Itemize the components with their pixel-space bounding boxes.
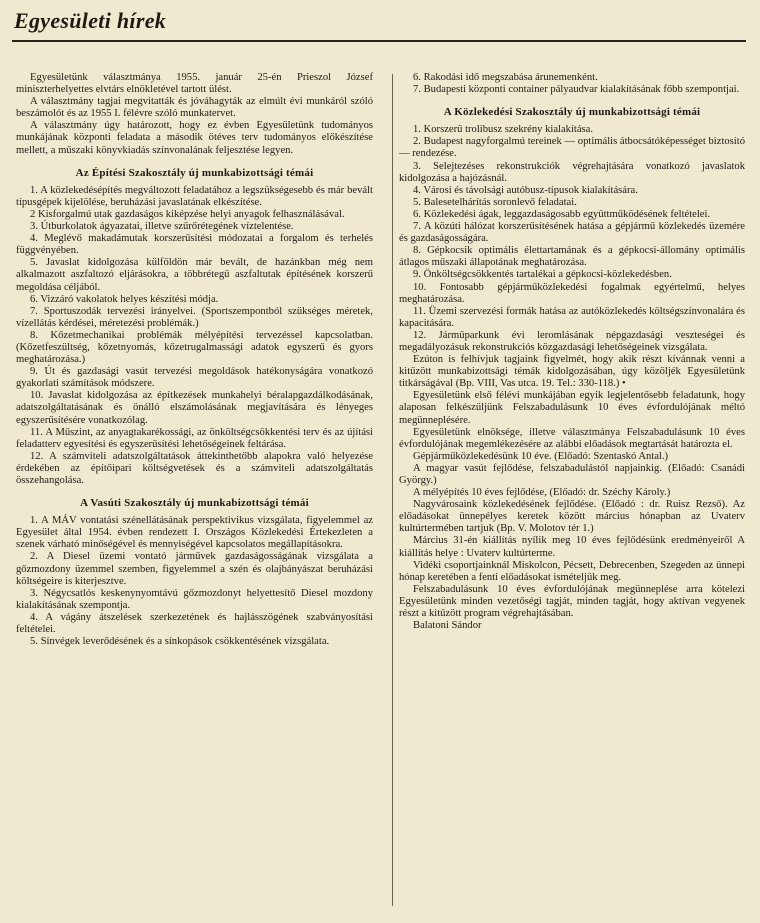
list-item: 10. Fontosabb gépjárműközlekedési fogalmak egyértelmű, helyes meghatározása. xyxy=(399,281,745,305)
author-signature: Balatoni Sándor xyxy=(413,620,482,632)
left-column xyxy=(16,72,373,648)
right-column xyxy=(399,72,745,632)
list-item: 9. Önköltségcsökkentés tartalékai a gépkocsi-közlekedésben. xyxy=(413,269,672,281)
closing-paragraph: Egyesületünk elnöksége, illetve választmánya Felszabadulásunk 10 éves évfordulójának megemlékezésére az alábbi előadások megtartását határozta el. xyxy=(399,426,745,450)
list-item: 2. Budapest nagyforgalmú tereinek — optimális átbocsátóképességet biztosító — rendezése. xyxy=(399,136,745,160)
lecture-item: Nagyvárosaink közlekedésének fejlődése. (Előadó : dr. Ruisz Rezső). Az előadásokat ünnepélyes keretek között március hónapban az Uvaterv kultúrtermében tartjuk (Bp. V. Molotov tér 1.) xyxy=(399,499,745,535)
list-item: 7. A közúti hálózat korszerűsítésének hatása a gépjármű közlekedés üzemére és gazdaságosságára. xyxy=(399,221,745,245)
closing-paragraph: Felszabadulásunk 10 éves évfordulójának megünneplése arra kötelezi Egyesületünk minden vezetőségi tagját, minden tagját, hogy aktívan vegyenek részt a kitűzött program végrehajtásában. xyxy=(399,583,745,620)
closing-paragraph: Ezúton is felhívjuk tagjaink figyelmét, hogy akik részt kívánnak venni a kitűzött munkabizottsági témák kidolgozásában, úgy közöljék Egyesületünk titkárságával (Bp. VIII, Vas utca. 19. Tel.: 330-118.) • xyxy=(399,354,745,390)
list-item: 12. Járműparkunk évi leromlásának népgazdasági veszteségei és megadályozásuk rekonstrukciós közgazdasági lehetőségeinek vizsgálata. xyxy=(399,329,745,353)
intro-paragraph: Egyesületünk választmánya 1955. január 25-én Prieszol József miniszterhelyettes elvtárs elnökletével tartott ülést. xyxy=(16,72,373,96)
list-item: 2. A Diesel üzemi vontató járművek gazdaságosságának vizsgálata a gőzmozdony üzemmel szemben, figyelemmel a szén és olajbányászat beruházási költségeire is kiterjesztve. xyxy=(16,551,373,587)
lecture-item: A mélyépítés 10 éves fejlődése, (Előadó: dr. Széchy Károly.) xyxy=(413,487,671,499)
list-item: 5. Javaslat kidolgozása külföldön már bevált, de hazánkban még nem alkalmazott aszfaltozó eljárásokra, a többrétegű aszfaltutak építésének korszerű megoldása céljából. xyxy=(16,257,373,293)
list-item: 3. Négycsatlós keskenynyomtávú gőzmozdonyt helyettesítő Diesel mozdony kialakításának szempontja. xyxy=(16,587,373,611)
list-item: 11. A Műszint, az anyagtakarékossági, az önköltségcsökkentési terv és az újítási feladatterv egyesítési és egyszerűsítési lehetőségeinek feltárása. xyxy=(16,426,373,450)
list-item: 3. Selejtezéses rekonstrukciók végrehajtására vonatkozó javaslatok kidolgozása a hajózásnál. xyxy=(399,160,745,184)
section-heading-vasuti: A Vasúti Szakosztály új munkabizottsági témái xyxy=(80,497,309,510)
list-item: 4. Városi és távolsági autóbusz-típusok kialakítására. xyxy=(413,184,638,196)
column-divider xyxy=(392,74,393,906)
list-item: 7. Sportuszodák tervezési irányelvei. (Sportszempontból szükséges méretek, vízellátás kérdései, méretezési problémák.) xyxy=(16,305,373,329)
title-rule xyxy=(12,40,746,42)
list-item: 11. Üzemi szervezési formák hatása az autóközlekedés költségszínvonalára és kapacitására. xyxy=(399,305,745,329)
list-item: 8. Kőzetmechanikai problémák mélyépítési tervezéssel kapcsolatban. (Kőzetfeszültség, kőzetnyomás, kőzetrugalmassági adatok egyszerű és gyors meghatározása.) xyxy=(16,329,373,366)
list-item: 6. Közlekedési ágak, leggazdaságosabb együttműködésének feltételei. xyxy=(413,208,711,220)
closing-paragraph: Vidéki csoportjainknál Miskolcon, Pécsett, Debrecenben, Szegeden az ünnepi hónap keretében a fenti előadásokat ismételjük meg. xyxy=(399,559,745,583)
list-item: 3. Útburkolatok ágyazatai, illetve szűrőrétegének víztelentése. xyxy=(30,221,294,233)
list-item: 1. Korszerű trolibusz szekrény kialakítása. xyxy=(413,124,594,136)
list-item: 4. Meglévő makadámutak korszerűsítési módozatai a forgalom és terhelés függvényében. xyxy=(16,233,373,257)
list-item: 2 Kisforgalmú utak gazdaságos kiképzése helyi anyagok felhasználásával. xyxy=(30,208,345,220)
list-item: 8. Gépkocsik optimális élettartamának és a gépkocsi-állomány optimális átlagos műszaki állapotának meghatározása. xyxy=(399,245,745,269)
lecture-item: Gépjárműközlekedésünk 10 éve. (Előadó: Szentaskó Antal.) xyxy=(413,450,669,462)
closing-paragraph: Március 31-én kiállítás nyílik meg 10 éves fejlődésünk eredményeiről A kiállítás helye : Uvaterv kultúrterme. xyxy=(399,535,745,559)
list-item: 7. Budapesti központi container pályaudvar kialakításának főbb szempontjai. xyxy=(413,84,740,96)
list-item: 12. A számviteli adatszolgáltatások áttekinthetőbb alapokra való helyezése érdekében az építőipari költségvetések és a számviteli adatszolgáltatás összehangolása. xyxy=(16,450,373,486)
list-item: 9. Út és gazdasági vasút tervezési megoldások hatékonyságára vonatkozó gyakorlati számítások módszere. xyxy=(16,366,373,390)
list-item: 5. Sínvégek leverődésének és a sínkopások csökkentésének vizsgálata. xyxy=(30,636,330,648)
lecture-item: A magyar vasút fejlődése, felszabadulástól napjainkig. (Előadó: Csanádi György.) xyxy=(399,462,745,486)
closing-paragraph: Egyesületünk első félévi munkájában egyik legjelentősebb feladatunk, hogy alaposan felkészüljünk Felszabadulásunk 10 éves évfordulójának méltó megünneplésére. xyxy=(399,390,745,426)
list-item: 6. Vizzáró vakolatok helyes készítési módja. xyxy=(30,293,219,305)
section-heading-kozlekedesi: A Közlekedési Szakosztály új munkabizottsági témái xyxy=(443,106,701,119)
list-item: 1. A MÁV vontatási szénellátásának perspektivikus vizsgálata, figyelemmel az Egyesület által 1954. évben rendezett I. Országos Közlekedési Értekezleten a szenek várható minőségével és mennyiségével kapcsolatos megállapításokra. xyxy=(16,515,373,551)
list-item: 4. A vágány átszelések szerkezetének és hajlásszögének szabványosítási feltételei. xyxy=(16,611,373,636)
list-item: 1. A közlekedésépítés megváltozott feladatához a legszükségesebb és már bevált típusgépek kijelölése, beruházási javaslatának elkészítése. xyxy=(16,184,373,208)
list-item: 10. Javaslat kidolgozása az építkezések munkahelyi béralapgazdálkodásának, adatszolgáltatásának és önálló elszámolásának megjavítására és lényeges egyszerűsítésére vonatkozólag. xyxy=(16,390,373,426)
page-title: Egyesületi hírek xyxy=(14,8,167,33)
intro-paragraph: A választmány úgy határozott, hogy ez évben Egyesületünk tudományos munkájának központi feladata a második ötéves terv tudományos előkészítése mellett, a műszaki könyvkiadás színvonalának feljesztése legyen. xyxy=(16,120,373,156)
intro-paragraph: A választmány tagjai megvitatták és jóváhagyták az elmúlt évi munkáról szóló beszámolót és az 1955 I. félévre szóló munkatervet. xyxy=(16,96,373,120)
section-heading-epitesi: Az Építési Szakosztály új munkabizottsági témái xyxy=(75,166,314,179)
list-item: 6. Rakodási idő megszabása árunemenként. xyxy=(413,72,598,83)
list-item: 5. Balesetelhárítás soronlevő feladatai. xyxy=(413,196,577,208)
